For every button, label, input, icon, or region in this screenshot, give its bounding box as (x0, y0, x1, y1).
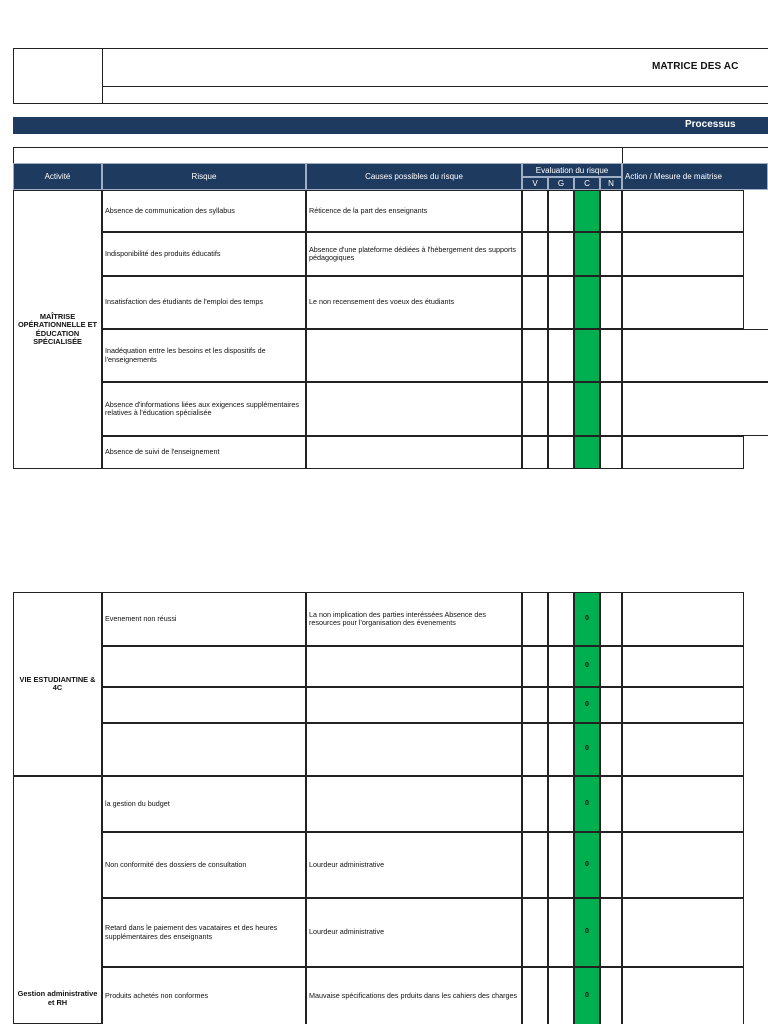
risk-cell: Evenement non réussi (102, 592, 306, 646)
g-cell (548, 687, 574, 723)
c-cell: 0 (574, 898, 600, 967)
c-cell: 0 (574, 687, 600, 723)
header-bottom-line (103, 103, 768, 104)
c-cell: 0 (574, 723, 600, 776)
v-cell (522, 382, 548, 436)
risk-cell: Indisponibilité des produits éducatifs (102, 232, 306, 276)
risk-cell: Absence de suivi de l'enseignement (102, 436, 306, 469)
n-cell (600, 646, 622, 687)
g-cell (548, 232, 574, 276)
risk-cell: Produits achetés non conformes (102, 967, 306, 1024)
n-cell (600, 190, 622, 232)
cause-cell: Absence d'une plateforme dédiées à l'hébergement des supports pédagogiques (306, 232, 522, 276)
col-header-activite: Activité (13, 163, 102, 190)
activity-cell-gestion-administrative (13, 776, 102, 1024)
risk-cell: Inadéquation entre les besoins et les dispositifs de l'enseignements (102, 329, 306, 382)
cause-cell: La non implication des parties interéssées Absence des resources pour l'organisation des évenements (306, 592, 522, 646)
g-cell (548, 190, 574, 232)
action-cell (622, 687, 744, 723)
action-cell (622, 723, 744, 776)
action-cell (622, 436, 744, 469)
n-cell (600, 382, 622, 436)
action-cell (622, 646, 744, 687)
action-cell (622, 276, 744, 329)
v-cell (522, 436, 548, 469)
risk-cell: Non conformité des dossiers de consultation (102, 832, 306, 898)
cause-cell (306, 776, 522, 832)
c-cell (574, 232, 600, 276)
cause-cell: Lourdeur administrative (306, 898, 522, 967)
n-cell (600, 276, 622, 329)
process-band (13, 117, 768, 134)
risk-cell: la gestion du budget (102, 776, 306, 832)
n-cell (600, 776, 622, 832)
g-cell (548, 776, 574, 832)
action-cell (622, 329, 768, 382)
v-cell (522, 687, 548, 723)
g-cell (548, 592, 574, 646)
cause-cell: Le non recensement des voeux des étudiants (306, 276, 522, 329)
cause-cell: Mauvaise spécifications des prduits dans les cahiers des charges (306, 967, 522, 1024)
n-cell (600, 232, 622, 276)
v-cell (522, 898, 548, 967)
risk-cell (102, 723, 306, 776)
v-cell (522, 723, 548, 776)
n-cell (600, 967, 622, 1024)
v-cell (522, 646, 548, 687)
v-cell (522, 190, 548, 232)
action-cell (622, 776, 744, 832)
n-cell (600, 687, 622, 723)
cause-cell (306, 382, 522, 436)
c-cell: 0 (574, 646, 600, 687)
v-cell (522, 276, 548, 329)
col-header-evaluation: Evaluation du risque (522, 163, 622, 177)
cause-cell (306, 646, 522, 687)
c-cell (574, 436, 600, 469)
risk-cell (102, 687, 306, 723)
activity-label-gestion: Gestion administrative et RH (17, 989, 98, 1007)
v-cell (522, 967, 548, 1024)
cause-cell (306, 436, 522, 469)
g-cell (548, 723, 574, 776)
header-top-line (103, 48, 768, 49)
document-title: MATRICE DES AC (652, 61, 739, 72)
v-cell (522, 329, 548, 382)
g-cell (548, 276, 574, 329)
action-cell (622, 232, 744, 276)
table-top-left-edge (13, 147, 14, 163)
col-header-action: Action / Mesure de maitrise (622, 163, 768, 190)
col-header-c: C (574, 177, 600, 190)
n-cell (600, 592, 622, 646)
cause-cell (306, 687, 522, 723)
header-mid-line (103, 86, 768, 87)
g-cell (548, 967, 574, 1024)
table-top-line (13, 147, 768, 148)
n-cell (600, 436, 622, 469)
risk-cell (102, 646, 306, 687)
cause-cell: Réticence de la part des enseignants (306, 190, 522, 232)
col-header-v: V (522, 177, 548, 190)
col-header-n: N (600, 177, 622, 190)
action-cell (622, 382, 768, 436)
action-cell (622, 967, 744, 1024)
n-cell (600, 329, 622, 382)
cause-cell: Lourdeur administrative (306, 832, 522, 898)
n-cell (600, 898, 622, 967)
risk-cell: Absence de communication des syllabus (102, 190, 306, 232)
risk-cell: Absence d'informations liées aux exigences supplémentaires relatives à l'éducation spécialisée (102, 382, 306, 436)
v-cell (522, 592, 548, 646)
table-top-divider (622, 147, 623, 163)
action-cell (622, 190, 744, 232)
g-cell (548, 436, 574, 469)
header-logo-box (13, 48, 103, 104)
cause-cell (306, 329, 522, 382)
col-header-risque: Risque (102, 163, 306, 190)
action-cell (622, 898, 744, 967)
c-cell: 0 (574, 592, 600, 646)
g-cell (548, 898, 574, 967)
v-cell (522, 776, 548, 832)
v-cell (522, 232, 548, 276)
c-cell: 0 (574, 776, 600, 832)
col-header-g: G (548, 177, 574, 190)
n-cell (600, 723, 622, 776)
c-cell (574, 190, 600, 232)
v-cell (522, 832, 548, 898)
g-cell (548, 329, 574, 382)
action-cell (622, 832, 744, 898)
col-header-causes: Causes possibles du risque (306, 163, 522, 190)
activity-cell-maitrise: MAÎTRISE OPÉRATIONNELLE ET ÉDUCATION SPÉCIALISÉE (13, 190, 102, 469)
action-cell (622, 592, 744, 646)
n-cell (600, 832, 622, 898)
risk-cell: Retard dans le paiement des vacataires et des heures supplémentaires des enseignants (102, 898, 306, 967)
c-cell (574, 382, 600, 436)
risk-cell: Insatisfaction des étudiants de l'emploi des temps (102, 276, 306, 329)
g-cell (548, 382, 574, 436)
c-cell: 0 (574, 832, 600, 898)
c-cell (574, 276, 600, 329)
cause-cell (306, 723, 522, 776)
g-cell (548, 646, 574, 687)
g-cell (548, 832, 574, 898)
c-cell: 0 (574, 967, 600, 1024)
c-cell (574, 329, 600, 382)
activity-cell-vie-estudiantine: VIE ESTUDIANTINE & 4C (13, 592, 102, 776)
process-label: Processus (685, 119, 736, 130)
